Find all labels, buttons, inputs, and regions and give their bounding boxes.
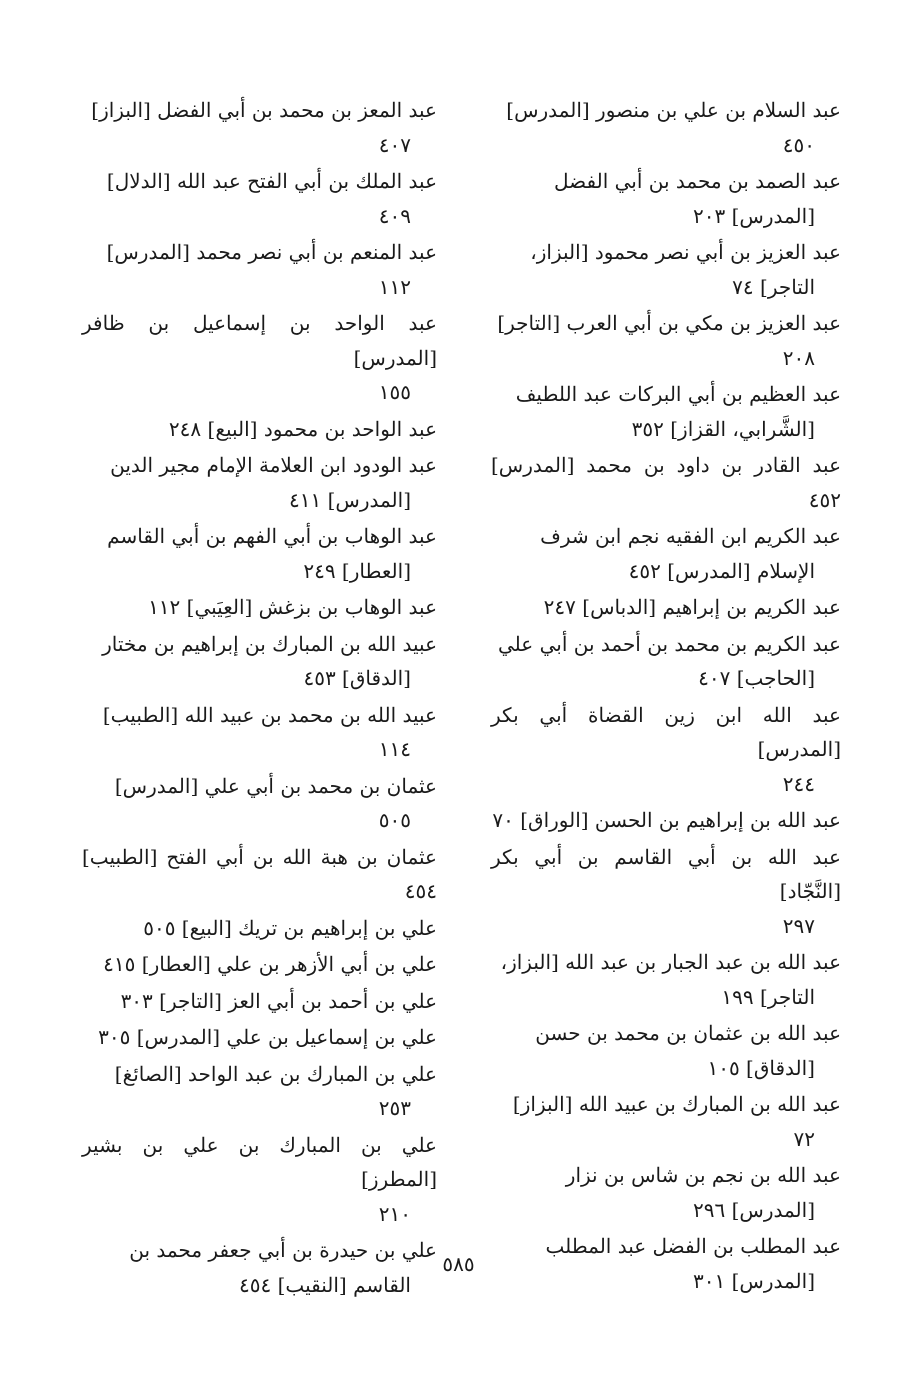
index-entry: عبد المعز بن محمد بن أبي الفضل [البزاز] ٤٠٧ [91,98,437,157]
index-entry: علي بن أبي الأزهر بن علي [العطار] ٤١٥ [103,952,437,976]
index-entry: عبد العزيز بن مكي بن أبي العرب [التاجر] ٢٠٨ [497,311,841,370]
index-entry: عبد السلام بن علي بن منصور [المدرس] ٤٥٠ [506,98,841,157]
index-column-left [82,93,437,1304]
index-entry: علي بن إبراهيم بن تريك [البيع] ٥٠٥ [143,915,437,940]
index-entry: عثمان بن هبة الله بن أبي الفتح [الطبيب] ٤٥٤ [82,844,437,903]
index-entry: عبد الملك بن أبي الفتح عبد الله [الدلال] ٤٠٩ [106,169,437,228]
index-entry: عبد الواحد بن إسماعيل بن ظافر [المدرس] ١٥٥ [82,311,437,404]
index-entry: عبد الكريم ابن الفقيه نجم ابن شرف الإسلام [المدرس] ٤٥٢ [540,524,841,583]
index-entry: علي بن المبارك بن علي بن بشير [المطرز] ٢١٠ [82,1132,437,1226]
index-entry: عبد الواحد بن محمود [البيع] ٢٤٨ [168,416,437,441]
index-entry: عبد الكريم بن محمد بن أحمد بن أبي علي [الحاجب] ٤٠٧ [498,631,841,690]
index-entry: عثمان بن محمد بن أبي علي [المدرس] ٥٠٥ [114,773,437,832]
index-entry: علي بن حيدرة بن أبي جعفر محمد بن القاسم [النقيب] ٤٥٤ [129,1238,437,1297]
index-entry: عبد الودود ابن العلامة الإمام مجير الدين [المدرس] ٤١١ [110,453,437,512]
index-entry: عبد الوهاب بن أبي الفهم بن أبي القاسم [العطار] ٢٤٩ [107,524,437,583]
index-column-right [491,93,841,1300]
index-entry: عبد المنعم بن أبي نصر محمد [المدرس] ١١٢ [106,240,437,299]
index-entry: عبد الله بن أبي القاسم بن أبي بكر [النَّجّاد] ٢٩٧ [491,844,841,938]
index-entry: علي بن المبارك بن عبد الواحد [الصائغ] ٢٥٣ [114,1061,437,1120]
index-entry: عبد المطلب بن الفضل عبد المطلب [المدرس] ٣٠١ [545,1234,841,1293]
index-entry: عبد الصمد بن محمد بن أبي الفضل [المدرس] ٢٠٣ [554,169,841,228]
index-entry: عبد العظيم بن أبي البركات عبد اللطيف [الشَّرابي، القزاز] ٣٥٢ [515,382,841,441]
index-entry: علي بن إسماعيل بن علي [المدرس] ٣٠٥ [98,1025,437,1049]
index-entry: عبد القادر بن داود بن محمد [المدرس] ٤٥٢ [491,453,841,512]
index-entry: علي بن أحمد بن أبي العز [التاجر] ٣٠٣ [120,988,437,1013]
index-entry: عبد العزيز بن أبي نصر محمود [البزاز، التاجر] ٧٤ [530,240,841,299]
index-entry: عبد الكريم بن إبراهيم [الدباس] ٢٤٧ [543,595,841,619]
index-entry: عبد الله بن عثمان بن محمد بن حسن [الدقاق] ١٠٥ [535,1021,841,1080]
index-entry: عبيد الله بن المبارك بن إبراهيم بن مختار [الدقاق] ٤٥٣ [102,631,437,690]
index-entry: عبد الوهاب بن بزغش [العِيَبي] ١١٢ [148,595,437,619]
index-entry: عبد الله بن إبراهيم بن الحسن [الوراق] ٧٠ [492,808,841,832]
page-number: ٥٨٥ [442,1252,475,1276]
index-entry: عبد الله ابن زين القضاة أبي بكر [المدرس] ٢٤٤ [491,702,841,796]
index-entry: عبد الله بن عبد الجبار بن عبد الله [البزاز، التاجر] ١٩٩ [500,950,841,1009]
index-entry: عبيد الله بن محمد بن عبيد الله [الطبيب] ١١٤ [102,702,437,761]
index-entry: عبد الله بن نجم بن شاس بن نزار [المدرس] ٢٩٦ [565,1163,841,1222]
index-entry: عبد الله بن المبارك بن عبيد الله [البزاز] ٧٢ [512,1092,841,1151]
